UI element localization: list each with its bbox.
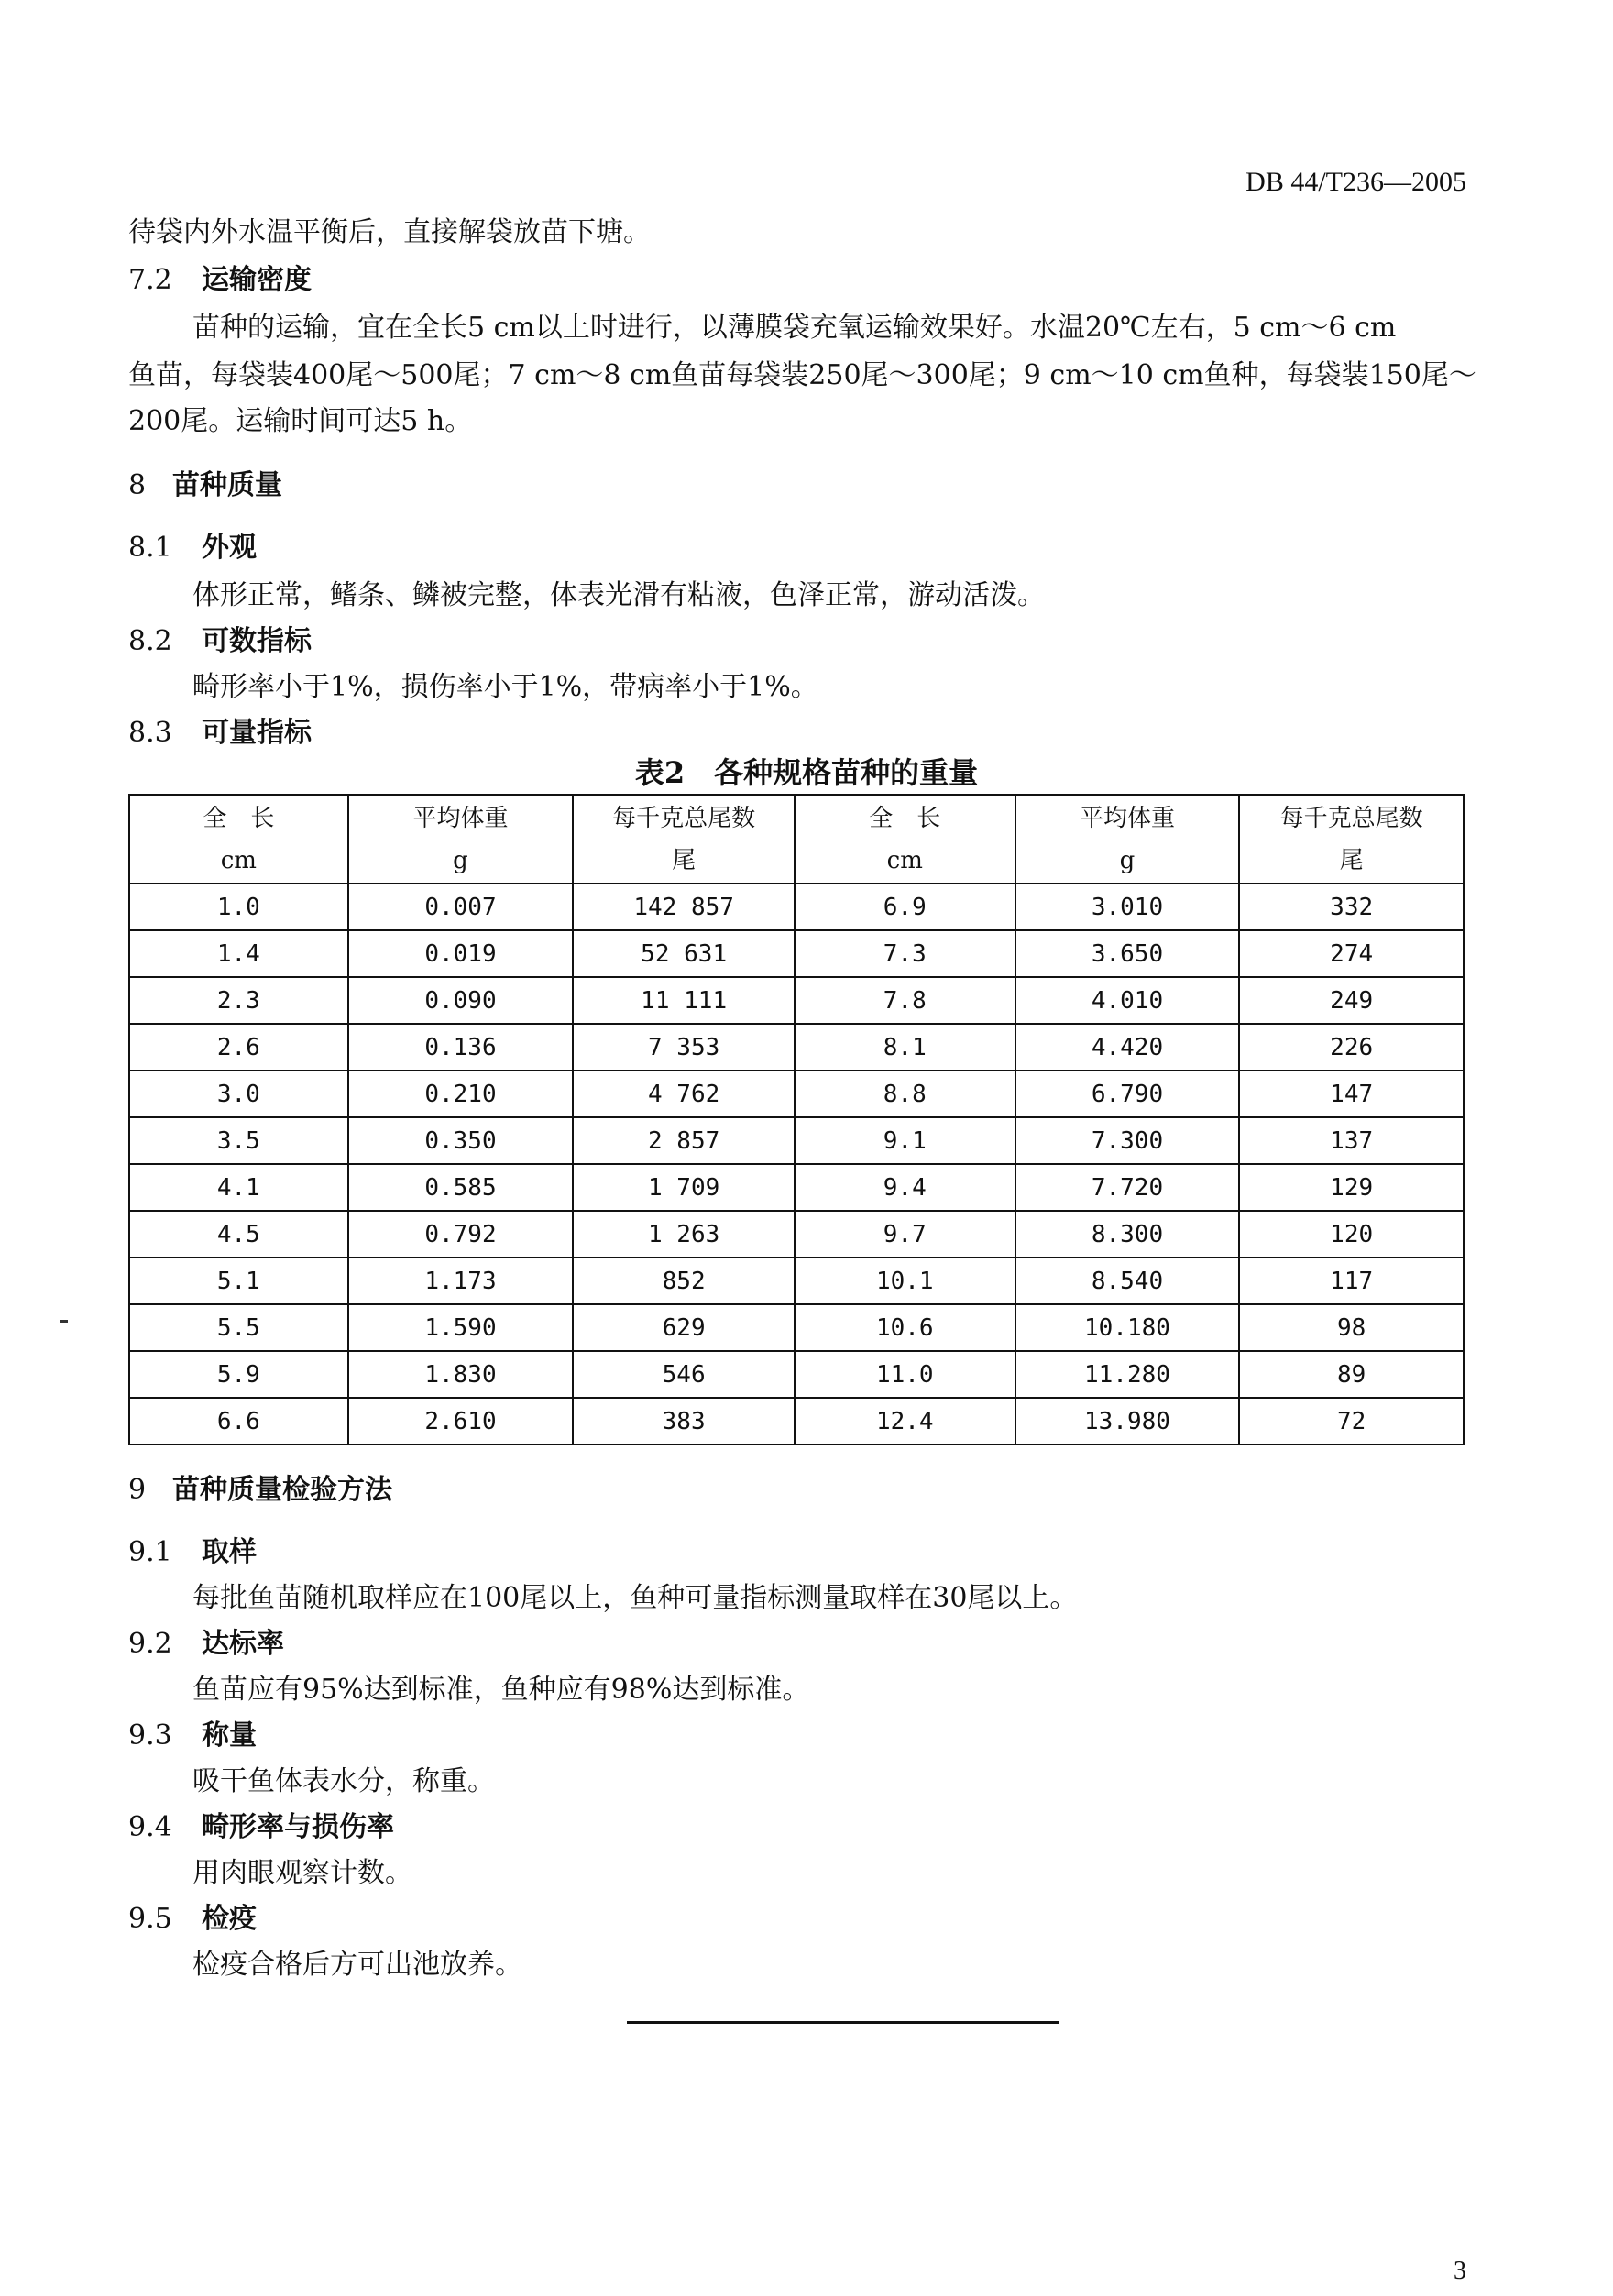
table-cell: 0.792 xyxy=(348,1211,574,1258)
table-cell: 2.6 xyxy=(129,1024,348,1071)
table-cell: 7.3 xyxy=(795,930,1015,977)
table-cell: 1.0 xyxy=(129,884,348,930)
section-number: 8.3 xyxy=(128,717,172,749)
table-cell: 4.1 xyxy=(129,1164,348,1211)
section-9-2-heading xyxy=(128,1626,284,1663)
table-cell: 0.350 xyxy=(348,1117,574,1164)
header-name: 每千克总尾数 xyxy=(612,804,756,832)
section-number: 9.4 xyxy=(128,1811,172,1843)
table-row xyxy=(129,1117,1464,1164)
section-number: 8 xyxy=(128,469,147,501)
section-8-2-heading xyxy=(128,623,312,660)
section-9-1-heading xyxy=(128,1534,257,1571)
table-cell: 8.8 xyxy=(795,1071,1015,1117)
header-unit: 尾 xyxy=(1339,846,1364,874)
section-number: 9.2 xyxy=(128,1628,172,1660)
section-title: 苗种质量检验方法 xyxy=(172,1474,392,1506)
table-row xyxy=(129,1071,1464,1117)
table-cell: 6.6 xyxy=(129,1398,348,1445)
table-cell: 2.610 xyxy=(348,1398,574,1445)
table-cell: 9.7 xyxy=(795,1211,1015,1258)
header-cell xyxy=(1239,795,1464,884)
table-cell: 3.0 xyxy=(129,1071,348,1117)
table-title: 表2 各种规格苗种的重量 xyxy=(634,755,979,790)
table-cell: 4 762 xyxy=(573,1071,795,1117)
table-cell: 6.790 xyxy=(1015,1071,1240,1117)
table-row xyxy=(129,1304,1464,1351)
section-9-4-heading xyxy=(128,1809,394,1846)
table-cell: 546 xyxy=(573,1351,795,1398)
document-code: DB 44/T236—2005 xyxy=(1245,167,1466,197)
section-9-5-heading xyxy=(128,1901,257,1938)
weight-table xyxy=(128,794,1465,1445)
table-cell: 249 xyxy=(1239,977,1464,1024)
section-title: 畸形率与损伤率 xyxy=(202,1811,394,1843)
table-row xyxy=(129,1024,1464,1071)
header-name: 每千克总尾数 xyxy=(1279,804,1423,832)
paragraph-line: 鱼苗应有95%达到标准，鱼种应有98%达到标准。 xyxy=(192,1674,810,1706)
table-cell: 274 xyxy=(1239,930,1464,977)
paragraph-line: 检疫合格后方可出池放养。 xyxy=(192,1949,522,1981)
table-cell: 383 xyxy=(573,1398,795,1445)
table-cell: 3.650 xyxy=(1015,930,1240,977)
table-cell: 6.9 xyxy=(795,884,1015,930)
section-title: 可数指标 xyxy=(202,625,312,657)
table-cell: 7 353 xyxy=(573,1024,795,1071)
table-cell: 98 xyxy=(1239,1304,1464,1351)
table-row xyxy=(129,1398,1464,1445)
section-number: 9.1 xyxy=(128,1536,172,1568)
table-cell: 10.1 xyxy=(795,1258,1015,1304)
section-7-2-heading xyxy=(128,262,312,299)
table-cell: 89 xyxy=(1239,1351,1464,1398)
section-9-heading xyxy=(128,1472,392,1509)
section-title: 称量 xyxy=(202,1719,257,1752)
table-cell: 147 xyxy=(1239,1071,1464,1117)
table-cell: 10.180 xyxy=(1015,1304,1240,1351)
table-cell: 1.4 xyxy=(129,930,348,977)
table-cell: 4.420 xyxy=(1015,1024,1240,1071)
table-cell: 226 xyxy=(1239,1024,1464,1071)
table-row xyxy=(129,884,1464,930)
table-cell: 3.5 xyxy=(129,1117,348,1164)
table-cell: 11.0 xyxy=(795,1351,1015,1398)
table-cell: 8.300 xyxy=(1015,1211,1240,1258)
table-cell: 1 263 xyxy=(573,1211,795,1258)
paragraph-line: 每批鱼苗随机取样应在100尾以上，鱼种可量指标测量取样在30尾以上。 xyxy=(192,1582,1078,1614)
section-9-3-heading xyxy=(128,1718,257,1754)
table-cell: 72 xyxy=(1239,1398,1464,1445)
section-title: 可量指标 xyxy=(202,717,312,749)
header-unit: 尾 xyxy=(672,846,697,874)
table-row xyxy=(129,1258,1464,1304)
section-number: 7.2 xyxy=(128,264,172,296)
table-cell: 13.980 xyxy=(1015,1398,1240,1445)
table-body xyxy=(129,884,1464,1445)
table-cell: 11 111 xyxy=(573,977,795,1024)
table-cell: 5.1 xyxy=(129,1258,348,1304)
table-cell: 10.6 xyxy=(795,1304,1015,1351)
table-cell: 0.019 xyxy=(348,930,574,977)
header-cell xyxy=(573,795,795,884)
table-row xyxy=(129,1211,1464,1258)
paragraph-line: 吸干鱼体表水分，称重。 xyxy=(192,1765,495,1797)
table-cell: 9.1 xyxy=(795,1117,1015,1164)
table-row xyxy=(129,1351,1464,1398)
section-title: 苗种质量 xyxy=(172,469,282,501)
table-cell: 0.136 xyxy=(348,1024,574,1071)
paragraph-continuation: 待袋内外水温平衡后，直接解袋放苗下塘。 xyxy=(128,216,651,248)
table-cell: 7.300 xyxy=(1015,1117,1240,1164)
table-cell: 1.590 xyxy=(348,1304,574,1351)
paragraph-line: 体形正常，鳍条、鳞被完整，体表光滑有粘液，色泽正常，游动活泼。 xyxy=(192,579,1045,611)
section-title: 运输密度 xyxy=(202,264,312,296)
table-cell: 3.010 xyxy=(1015,884,1240,930)
table-cell: 4.5 xyxy=(129,1211,348,1258)
header-cell xyxy=(1015,795,1240,884)
table-cell: 1.830 xyxy=(348,1351,574,1398)
table-cell: 332 xyxy=(1239,884,1464,930)
header-cell xyxy=(795,795,1015,884)
end-rule xyxy=(627,2021,1059,2024)
table-cell: 11.280 xyxy=(1015,1351,1240,1398)
table-cell: 7.8 xyxy=(795,977,1015,1024)
table-cell: 0.007 xyxy=(348,884,574,930)
header-unit: g xyxy=(1119,846,1136,874)
table-cell: 2 857 xyxy=(573,1117,795,1164)
table-cell: 629 xyxy=(573,1304,795,1351)
table-cell: 129 xyxy=(1239,1164,1464,1211)
table-cell: 142 857 xyxy=(573,884,795,930)
section-title: 取样 xyxy=(202,1536,257,1568)
margin-mark xyxy=(60,1320,68,1323)
table-cell: 137 xyxy=(1239,1117,1464,1164)
section-title: 外观 xyxy=(202,532,257,564)
header-name: 全 长 xyxy=(203,804,275,832)
paragraph-line: 用肉眼观察计数。 xyxy=(192,1857,412,1889)
header-name: 平均体重 xyxy=(412,804,509,832)
table-cell: 120 xyxy=(1239,1211,1464,1258)
section-number: 8.2 xyxy=(128,625,172,657)
section-8-1-heading xyxy=(128,530,257,566)
paragraph-line: 苗种的运输，宜在全长5 cm以上时进行，以薄膜袋充氧运输效果好。水温20℃左右，5 cm～6 cm xyxy=(192,312,1397,344)
table-cell: 52 631 xyxy=(573,930,795,977)
table-row xyxy=(129,1164,1464,1211)
table-cell: 9.4 xyxy=(795,1164,1015,1211)
section-number: 9 xyxy=(128,1474,147,1506)
header-unit: cm xyxy=(886,846,923,874)
table-cell: 852 xyxy=(573,1258,795,1304)
table-cell: 4.010 xyxy=(1015,977,1240,1024)
section-number: 8.1 xyxy=(128,532,172,564)
section-title: 达标率 xyxy=(202,1628,284,1660)
table-cell: 0.090 xyxy=(348,977,574,1024)
header-unit: cm xyxy=(220,846,257,874)
header-cell xyxy=(348,795,574,884)
table-cell: 117 xyxy=(1239,1258,1464,1304)
section-8-heading xyxy=(128,467,282,504)
page-number: 3 xyxy=(1454,2257,1466,2285)
header-cell xyxy=(129,795,348,884)
paragraph-line: 200尾。运输时间可达5 h。 xyxy=(128,405,473,437)
table-cell: 2.3 xyxy=(129,977,348,1024)
table-cell: 8.540 xyxy=(1015,1258,1240,1304)
header-name: 平均体重 xyxy=(1079,804,1175,832)
table-header-row xyxy=(129,795,1464,884)
table-cell: 1 709 xyxy=(573,1164,795,1211)
header-name: 全 长 xyxy=(869,804,941,832)
paragraph-line: 鱼苗，每袋装400尾～500尾；7 cm～8 cm鱼苗每袋装250尾～300尾；9 cm～10 cm鱼种，每袋装150尾～ xyxy=(128,359,1476,391)
table-cell: 5.5 xyxy=(129,1304,348,1351)
table-cell: 0.585 xyxy=(348,1164,574,1211)
section-8-3-heading xyxy=(128,715,312,752)
paragraph-line: 畸形率小于1%，损伤率小于1%，带病率小于1%。 xyxy=(192,671,818,703)
table-cell: 12.4 xyxy=(795,1398,1015,1445)
table-cell: 8.1 xyxy=(795,1024,1015,1071)
table-cell: 0.210 xyxy=(348,1071,574,1117)
table-cell: 5.9 xyxy=(129,1351,348,1398)
table-cell: 1.173 xyxy=(348,1258,574,1304)
section-number: 9.5 xyxy=(128,1903,172,1935)
header-unit: g xyxy=(453,846,468,874)
section-title: 检疫 xyxy=(202,1903,257,1935)
section-number: 9.3 xyxy=(128,1719,172,1752)
table-row xyxy=(129,977,1464,1024)
table-cell: 7.720 xyxy=(1015,1164,1240,1211)
table-row xyxy=(129,930,1464,977)
